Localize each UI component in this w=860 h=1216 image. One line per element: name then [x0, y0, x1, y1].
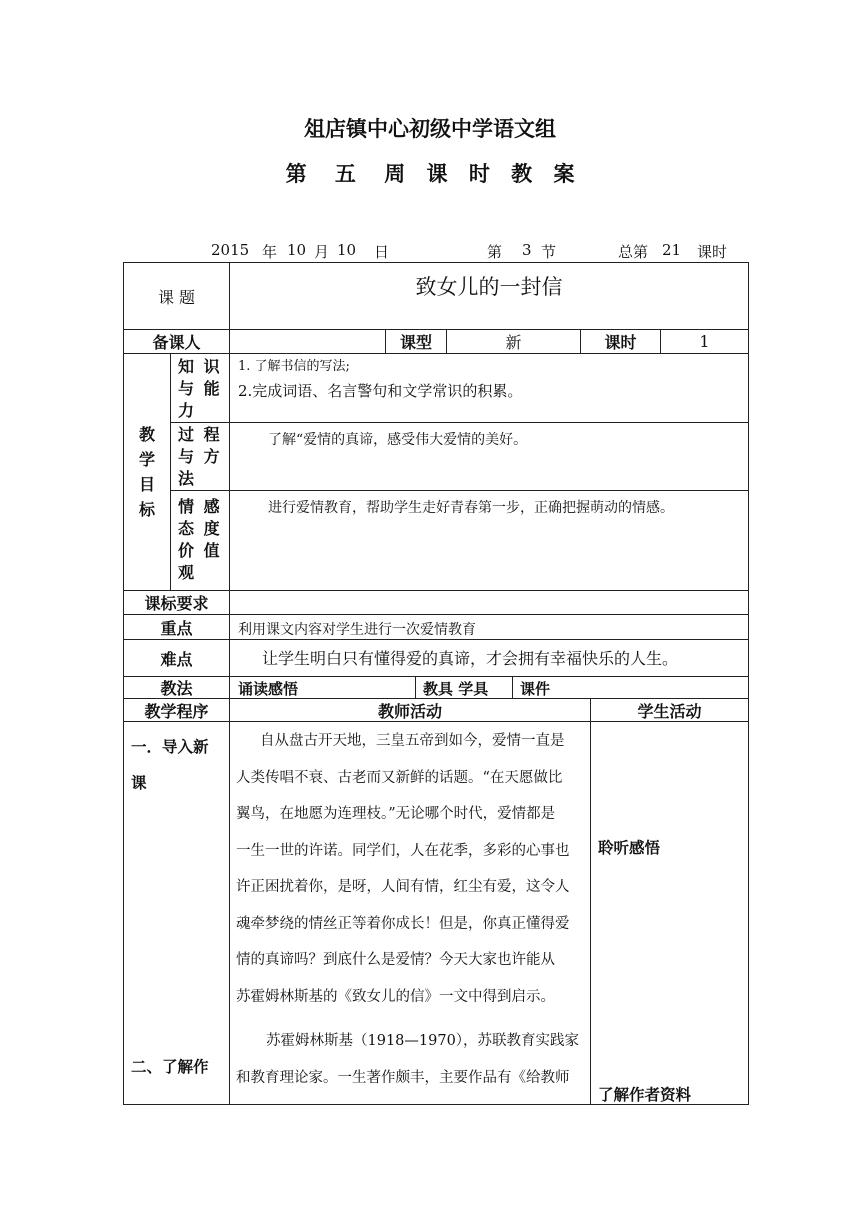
total-number: 21	[662, 241, 682, 259]
title-char: 周	[384, 161, 406, 186]
goal-label-line: 过 程	[178, 425, 222, 444]
goal-emotion-label	[178, 496, 226, 584]
goals-label-char: 学	[138, 450, 155, 469]
goal-label-line: 观	[178, 563, 197, 582]
grid-line	[590, 698, 591, 1105]
standard-label: 课标要求	[144, 594, 209, 613]
preparer-label: 备课人	[152, 333, 201, 352]
goals-label-char: 标	[138, 500, 155, 519]
goal-process-label	[178, 424, 226, 490]
page-title	[0, 158, 860, 188]
goals-label	[124, 354, 170, 590]
goal-label-line: 价 值	[178, 541, 222, 560]
date-day-label: 日	[374, 243, 390, 261]
grid-line	[123, 353, 749, 354]
paragraph-line: 和教育理论家。一生著作颇丰，主要作品有《给教师	[236, 1069, 570, 1086]
grid-line	[229, 262, 230, 1105]
type-label: 课型	[399, 333, 432, 352]
difficulty-label: 难点	[160, 649, 193, 669]
tools-value: 课件	[520, 680, 551, 698]
grid-line	[415, 676, 416, 699]
goals-label-char: 教	[138, 425, 155, 444]
difficulty-value: 让学生明白只有懂得爱的真谛，才会拥有幸福快乐的人生。	[262, 649, 679, 668]
step1-teacher-text	[236, 723, 586, 1015]
step1-student-activity: 聆听感悟	[598, 839, 661, 857]
goal-emotion-text: 进行爱情教育，帮助学生走好青春第一步，正确把握萌动的情感。	[268, 500, 674, 516]
goal-label-line: 与 能	[178, 379, 222, 398]
hours-value: 1	[699, 332, 710, 351]
paragraph-line: 魂牵梦绕的情丝正等着你成长！但是，你真正懂得爱	[236, 915, 570, 932]
title-char: 教	[511, 161, 533, 186]
goal-knowledge-text	[238, 355, 743, 403]
date-year-label: 年	[262, 243, 278, 261]
total-suffix: 课时	[697, 243, 728, 261]
grid-line	[512, 676, 513, 699]
title-char: 课	[426, 161, 448, 186]
program-label: 教学程序	[144, 701, 209, 721]
goal-label-line: 态 度	[178, 519, 222, 538]
type-value: 新	[505, 333, 522, 352]
paragraph-line: 人类传唱不衰、古老而又新鲜的话题。“在天愿做比	[236, 769, 563, 786]
goal-label-line: 法	[178, 469, 197, 488]
goal-process-text: 了解“爱情的真谛，感受伟大爱情的美好。	[268, 432, 528, 448]
goal-line: 2.完成词语、名言警句和文学常识的积累。	[238, 382, 523, 400]
preparer-value	[230, 330, 385, 353]
step2-student-activity: 了解作者资料	[598, 1086, 692, 1104]
title-char: 时	[468, 161, 490, 186]
student-activity-header: 学生活动	[637, 701, 702, 721]
paragraph-line: 一生一世的许诺。同学们，人在花季，多彩的心事也	[236, 842, 570, 859]
paragraph-line: 情的真谛吗？到底什么是爱情？今天大家也许能从	[236, 952, 555, 968]
step-label-line: 一．导入新	[131, 738, 209, 756]
grid-line	[170, 490, 749, 491]
paragraph-line: 许正困扰着你，是呀，人间有情，红尘有爱，这令人	[236, 879, 570, 895]
paragraph-line: 翼鸟，在地愿为连理枝。”无论哪个时代，爱情都是	[236, 806, 556, 822]
goal-label-line: 力	[178, 401, 197, 420]
paragraph-line: 自从盘古开天地，三皇五帝到如今，爱情一直是	[260, 733, 565, 749]
title-char: 第	[285, 161, 307, 186]
topic-label: 课 题	[157, 287, 196, 307]
title-char: 五	[334, 161, 356, 186]
date-month: 10	[287, 241, 307, 259]
title-char: 案	[553, 161, 575, 186]
goals-label-char: 目	[138, 475, 155, 494]
step2-label: 二、了解作	[131, 1058, 209, 1076]
total-prefix: 总第	[618, 243, 649, 261]
tools-label: 教具 学具	[423, 680, 489, 698]
goal-knowledge-label	[178, 356, 226, 422]
goal-label-line: 知 识	[178, 357, 222, 376]
paragraph-line: 苏霍姆林斯基的《致女儿的信》一文中得到启示。	[236, 988, 555, 1005]
step1-label	[131, 729, 227, 801]
topic-value: 致女儿的一封信	[415, 275, 563, 299]
grid-line	[170, 422, 749, 423]
paragraph-line: 苏霍姆林斯基（1918—1970），苏联教育实践家	[266, 1033, 580, 1049]
goal-label-line: 与 方	[178, 447, 222, 466]
period-suffix: 节	[541, 243, 557, 261]
date-day: 10	[337, 241, 357, 259]
goal-label-line: 情 感	[178, 497, 222, 516]
key-point-value: 利用课文内容对学生进行一次爱情教育	[238, 622, 476, 638]
method-value: 诵读感悟	[238, 680, 299, 698]
period-number: 3	[522, 241, 532, 259]
key-point-label: 重点	[160, 618, 193, 638]
standard-value	[230, 591, 748, 614]
hours-label: 课时	[604, 333, 637, 352]
step2-teacher-text	[236, 1023, 586, 1096]
date-year: 2015	[211, 241, 250, 259]
goal-line: 1. 了解书信的写法;	[238, 359, 350, 374]
method-label: 教法	[160, 679, 193, 698]
period-prefix: 第	[487, 243, 503, 261]
grid-line	[748, 262, 749, 1105]
grid-line	[170, 353, 171, 591]
school-heading: 俎店镇中心初级中学语文组	[304, 116, 556, 141]
date-month-label: 月	[314, 243, 330, 261]
teacher-activity-header: 教师活动	[377, 701, 442, 721]
step-label-line: 课	[131, 774, 147, 792]
